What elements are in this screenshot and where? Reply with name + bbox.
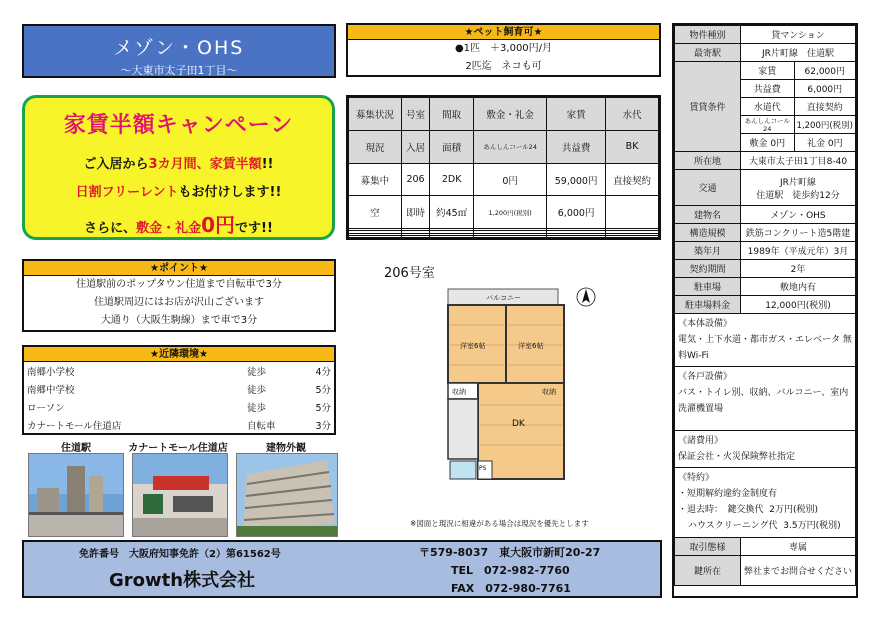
- pet-line-2: 2匹迄 ネコも可: [465, 61, 542, 72]
- room-col-header: 募集状況: [349, 98, 402, 131]
- info-label: 所在地: [675, 152, 741, 170]
- special-line-2-label: ・退去時： 鍵交換代: [678, 505, 764, 515]
- room2-label: 洋室6帖: [518, 342, 544, 350]
- info-row: [675, 206, 856, 224]
- photo-label-mall: カナートモール住道店: [128, 443, 228, 454]
- company-fax: FAX 072-980-7761: [451, 582, 571, 595]
- info-section: [675, 314, 856, 367]
- info-row: [675, 242, 856, 260]
- info-section: [675, 367, 856, 431]
- room-cell: 206: [401, 163, 429, 196]
- info-sublabel: 共益費: [741, 80, 795, 98]
- info-value: 12,000円(税別): [741, 296, 856, 314]
- nearby-mode: 徒歩: [247, 403, 267, 414]
- property-info-box: [672, 23, 858, 598]
- photo-label-station: 住道駅: [61, 443, 91, 454]
- pet-header: ★ペット飼育可★: [348, 25, 659, 40]
- room-col-header: 入居: [401, 130, 429, 163]
- campaign-line-3-b: 敷金・礼金: [136, 221, 202, 236]
- costs-section: [675, 431, 856, 468]
- station-photo: [28, 453, 124, 537]
- property-info-table: [674, 25, 856, 586]
- info-label: 契約期間: [675, 260, 741, 278]
- unit-equipment-text: バス・トイレ別、収納、バルコニー、室内洗濯機置場: [678, 388, 849, 414]
- nearby-time: 3分: [315, 421, 331, 432]
- property-area: 〜大東市太子田1丁目〜: [120, 64, 238, 77]
- nearby-row: [24, 398, 334, 416]
- nearby-header: ★近隣環境★: [24, 347, 334, 362]
- room-row: [349, 163, 659, 196]
- room-cell: 約45㎡: [430, 196, 474, 229]
- info-row: [675, 152, 856, 170]
- building-photo: [236, 453, 338, 537]
- info-row: [675, 170, 856, 206]
- company-tel: TEL 072-982-7760: [451, 564, 570, 577]
- info-value: 直接契約: [794, 98, 855, 116]
- info-value: [741, 170, 856, 206]
- point-line: 大通り（大阪生駒線）まで車で3分: [100, 315, 258, 326]
- key-money-label: 礼金: [806, 139, 825, 149]
- info-value: 1989年（平成元年）3月: [741, 242, 856, 260]
- campaign-line-2: [25, 181, 332, 200]
- info-value: 鉄筋コンクリート造5階建: [741, 224, 856, 242]
- storage1-label: 収納: [452, 388, 466, 396]
- room-row-empty: [349, 235, 659, 237]
- company-address: 〒579-8037 東大阪市新町20-27: [419, 546, 601, 559]
- info-value: JR片町線 住道駅: [741, 44, 856, 62]
- costs-title: 《諸費用》: [678, 436, 724, 446]
- ps-label: PS: [479, 465, 487, 472]
- info-row: [675, 44, 856, 62]
- room-cell: 空: [349, 196, 402, 229]
- info-section: [675, 431, 856, 468]
- nearby-mode: 徒歩: [247, 385, 267, 396]
- room-col-header: 水代: [606, 98, 659, 131]
- nearby-mode: 自転車: [247, 421, 276, 432]
- special-line-3-value: 3.5万円(税別): [783, 521, 841, 531]
- room-cell: 即時: [401, 196, 429, 229]
- nearby-time: 5分: [315, 403, 331, 414]
- room-cell: [606, 196, 659, 229]
- unit-equipment-title: 《各戸設備》: [678, 372, 733, 382]
- room-col-header: 敷金・礼金: [474, 98, 547, 131]
- company-footer: [22, 540, 662, 598]
- access-line-1: JR片町線: [780, 177, 816, 188]
- info-key-money: [794, 134, 855, 152]
- info-row: [675, 224, 856, 242]
- info-label: 賃貸条件: [675, 62, 741, 152]
- info-sublabel: あんしんコール24: [741, 116, 795, 134]
- info-sublabel: 家賃: [741, 62, 795, 80]
- info-row: [675, 278, 856, 296]
- info-row: [675, 296, 856, 314]
- room-col-header: あんしんコール24: [474, 130, 547, 163]
- info-value: 弊社までお問合せください: [741, 556, 856, 586]
- point-line: 住道駅周辺にはお店が沢山ございます: [94, 297, 264, 308]
- nearby-row: [24, 362, 334, 380]
- special-line-2: [678, 502, 852, 518]
- unit-equipment-section: [675, 367, 856, 431]
- property-name: メゾン・OHS: [113, 37, 245, 59]
- floorplan-title: 206号室: [384, 266, 435, 281]
- nearby-table: [24, 362, 334, 434]
- nearby-mode: 徒歩: [247, 367, 267, 378]
- campaign-line-3-a: さらに、: [84, 221, 137, 236]
- info-label: 駐車場料金: [675, 296, 741, 314]
- info-label: 物件種別: [675, 26, 741, 44]
- equipment-section: [675, 314, 856, 367]
- info-row: [675, 538, 856, 556]
- room-table: [348, 97, 659, 238]
- room-col-header: 号室: [401, 98, 429, 131]
- points-header: ★ポイント★: [24, 261, 334, 276]
- room-col-header: 家賃: [547, 98, 606, 131]
- room-cell: 2DK: [430, 163, 474, 196]
- campaign-line-1: [25, 153, 332, 172]
- room-row: [349, 196, 659, 229]
- campaign-line-2-b: もお付けします!!: [178, 185, 282, 200]
- campaign-line-1-d: !!: [261, 157, 274, 172]
- campaign-title: 家賃半額キャンペーン: [63, 113, 294, 138]
- special-terms-section: [675, 468, 856, 538]
- storage2-label: 収納: [542, 388, 556, 396]
- info-label: 建物名: [675, 206, 741, 224]
- campaign-line-2-a: 日割フリーレント: [75, 185, 179, 200]
- nearby-name: 南郷小学校: [27, 367, 75, 378]
- nearby-name: カナートモール住道店: [27, 421, 122, 432]
- room-cell: 6,000円: [547, 196, 606, 229]
- special-line-3-label: ハウスクリーニング代: [688, 521, 778, 531]
- info-value: 敷地内有: [741, 278, 856, 296]
- company-name: Growth株式会社: [109, 570, 256, 591]
- room-cell: 0円: [474, 163, 547, 196]
- info-label: 築年月: [675, 242, 741, 260]
- campaign-line-1-c: 家賃半額: [209, 157, 262, 172]
- info-row: [675, 62, 856, 80]
- info-label: 構造規模: [675, 224, 741, 242]
- info-row: [675, 556, 856, 586]
- info-label: 駐車場: [675, 278, 741, 296]
- room1-label: 洋室6帖: [460, 342, 486, 350]
- info-label: 鍵所在: [675, 556, 741, 586]
- room-cell: 59,000円: [547, 163, 606, 196]
- nearby-time: 4分: [315, 367, 331, 378]
- campaign-line-3-c: 0円: [201, 213, 236, 237]
- room-col-header: 共益費: [547, 130, 606, 163]
- room-col-header: BK: [606, 130, 659, 163]
- info-value: 2年: [741, 260, 856, 278]
- room-table-header-row: [349, 98, 659, 131]
- special-line-3: [678, 518, 852, 534]
- points-box: [22, 259, 336, 332]
- mall-photo: [132, 453, 228, 537]
- equipment-title: 《本体設備》: [678, 319, 733, 329]
- campaign-line-1-b: 3カ月間、: [148, 157, 210, 172]
- info-value: 貸マンション: [741, 26, 856, 44]
- equipment-text: 電気・上下水道・都市ガス・エレベータ 無料Wi-Fi: [678, 335, 852, 361]
- pet-line-1: ●1匹 ＋3,000円/月: [454, 43, 553, 54]
- room-table-header-row: [349, 130, 659, 163]
- room-cell: 募集中: [349, 163, 402, 196]
- point-line: 住道駅前のポップタウン住道まで自転車で3分: [76, 279, 282, 290]
- nearby-name: 南郷中学校: [27, 385, 75, 396]
- info-row: [675, 260, 856, 278]
- pet-box: [346, 23, 661, 77]
- campaign-banner: [22, 95, 335, 240]
- nearby-box: [22, 345, 336, 435]
- property-title-banner: [22, 24, 336, 78]
- info-value: 専属: [741, 538, 856, 556]
- info-deposit: [741, 134, 795, 152]
- campaign-line-1-a: ご入居から: [83, 157, 149, 172]
- room-col-header: 面積: [430, 130, 474, 163]
- floorplan: [430, 285, 610, 485]
- special-title: 《特約》: [678, 473, 715, 483]
- deposit-value: 0円: [770, 139, 786, 149]
- room-cell: 直接契約: [606, 163, 659, 196]
- info-section: [675, 468, 856, 538]
- nearby-time: 5分: [315, 385, 331, 396]
- info-row: [675, 26, 856, 44]
- access-line-2: 住道駅 徒歩約12分: [756, 190, 840, 201]
- campaign-line-3: [25, 209, 332, 238]
- dk-label: DK: [512, 419, 525, 429]
- info-value: メゾン・OHS: [741, 206, 856, 224]
- nearby-name: ローソン: [27, 403, 65, 414]
- info-value: 6,000円: [794, 80, 855, 98]
- room-table-box: [346, 95, 661, 240]
- info-value: 大東市太子田1丁目8-40: [741, 152, 856, 170]
- costs-text: 保証会社・火災保険弊社指定: [678, 452, 796, 462]
- info-value: 62,000円: [794, 62, 855, 80]
- room-cell: 1,200円(税別): [474, 196, 547, 229]
- key-money-value: 0円: [827, 139, 843, 149]
- nearby-row: [24, 416, 334, 434]
- special-line-2-value: 2万円(税別): [769, 505, 818, 515]
- balcony-label: バルコニー: [486, 294, 521, 302]
- room-col-header: 間取: [430, 98, 474, 131]
- photo-label-building: 建物外観: [266, 443, 306, 454]
- deposit-label: 敷金: [749, 139, 768, 149]
- info-label: 取引態様: [675, 538, 741, 556]
- special-line-1: ・短期解約違約金制度有: [678, 489, 778, 499]
- info-sublabel: 水道代: [741, 98, 795, 116]
- nearby-row: [24, 380, 334, 398]
- campaign-line-3-d: です!!: [235, 221, 273, 236]
- info-label: 最寄駅: [675, 44, 741, 62]
- license-number: 免許番号 大阪府知事免許（2）第61562号: [79, 549, 281, 560]
- floorplan-note: ※図面と現況に相違がある場合は現況を優先とします: [410, 519, 589, 528]
- info-label: 交通: [675, 170, 741, 206]
- room-col-header: 現況: [349, 130, 402, 163]
- info-value: 1,200円(税別): [794, 116, 855, 134]
